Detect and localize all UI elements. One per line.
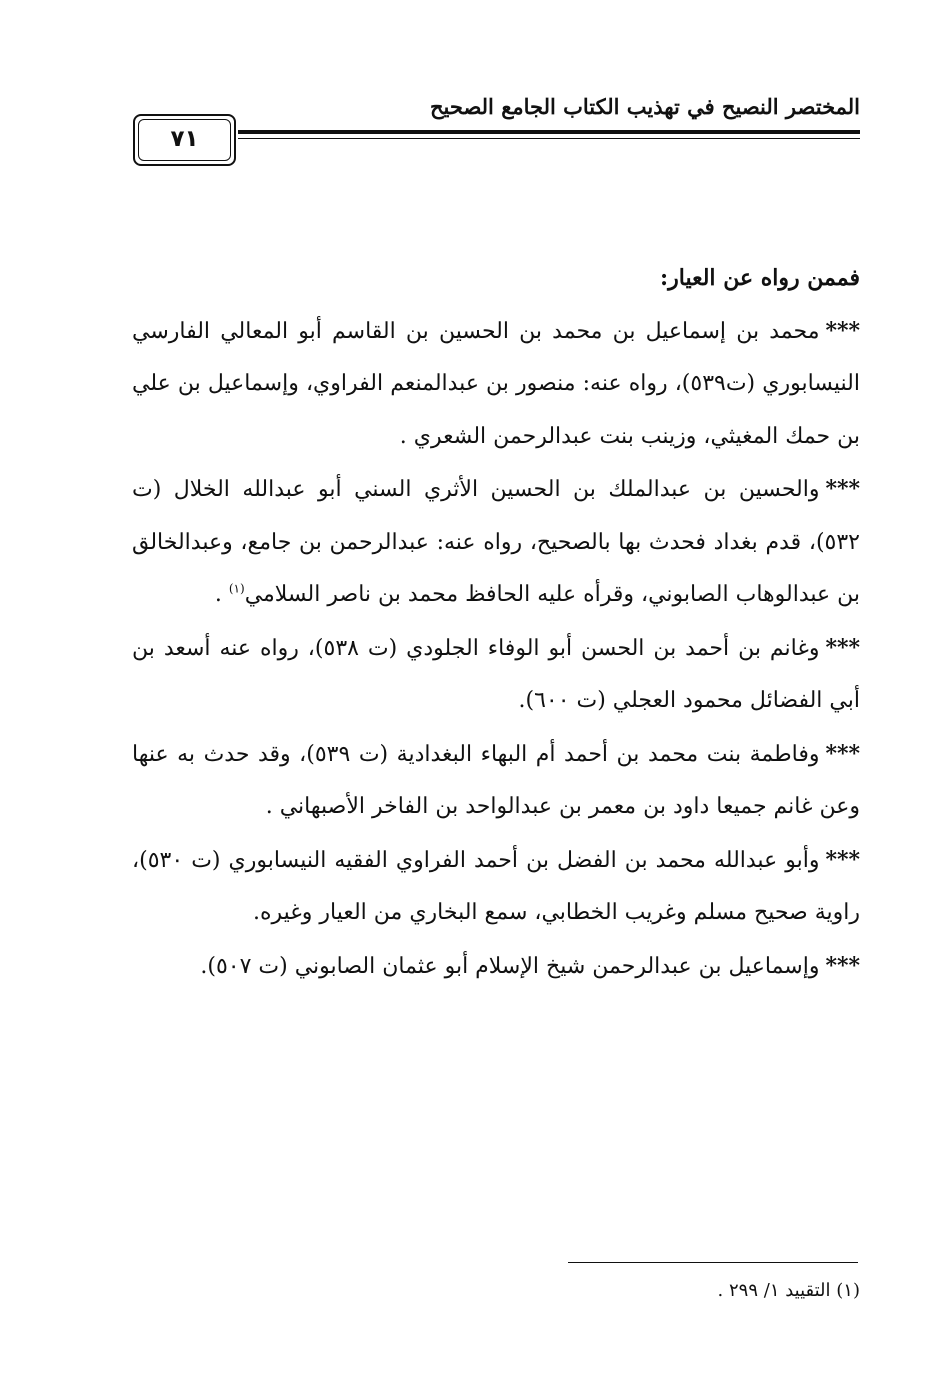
running-title: المختصر النصيح في تهذيب الكتاب الجامع الصحيح xyxy=(430,94,860,119)
narrator-entry xyxy=(132,728,860,834)
entry-text: وإسماعيل بن عبدالرحمن شيخ الإسلام أبو عثمان الصابوني (ت ٥٠٧). xyxy=(200,953,820,979)
footnote: (١) التقييد ١/ ٢٩٩ . xyxy=(717,1280,860,1301)
header-rule-thin xyxy=(238,138,860,139)
narrator-entry xyxy=(132,463,860,622)
entry-text: والحسين بن عبدالملك بن الحسين الأثري السني أبو عبدالله الخلال (ت ٥٣٢)، قدم بغداد فحدث بها بالصحيح، رواه عنه: عبدالرحمن بن جامع، وعبدالخالق بن عبدالوهاب الصابوني، وقرأه عليه الحافظ محمد بن ناصر السلامي xyxy=(132,477,860,607)
narrator-entry xyxy=(132,940,860,994)
entry-marker: *** xyxy=(825,476,860,502)
narrator-entry xyxy=(132,622,860,728)
entry-marker: *** xyxy=(825,317,860,344)
entry-marker: *** xyxy=(825,740,860,767)
header-rule xyxy=(238,130,860,134)
narrator-entry xyxy=(132,305,860,464)
entry-text: وفاطمة بنت محمد بن أحمد أم البهاء البغدادية (ت ٥٣٩)، وقد حدث به عنها وعن غانم جميعا داود بن معمر بن عبدالواحد بن الفاخر الأصبهاني . xyxy=(132,741,860,819)
footnote-reference[interactable]: (١) xyxy=(228,581,245,596)
entry-marker: *** xyxy=(825,634,861,661)
footnote-separator xyxy=(568,1262,858,1263)
entry-marker: *** xyxy=(825,846,860,873)
entry-marker: *** xyxy=(825,952,860,979)
section-heading: فممن رواه عن العيار: xyxy=(660,265,860,291)
entry-text: وأبو عبدالله محمد بن الفضل بن أحمد الفراوي الفقيه النيسابوري (ت ٥٣٠)، راوية صحيح مسلم وغريب الخطابي، سمع البخاري من العيار وغيره. xyxy=(132,847,860,925)
page-number: ٧١ xyxy=(170,126,199,152)
page-number-frame xyxy=(133,114,236,166)
narrator-entry xyxy=(132,834,860,940)
main-text xyxy=(132,252,860,993)
entry-text: وغانم بن أحمد بن الحسن أبو الوفاء الجلودي (ت ٥٣٨)، رواه عنه أسعد بن أبي الفضائل محمود العجلي (ت ٦٠٠). xyxy=(132,635,860,713)
entry-text-tail: . xyxy=(214,582,229,607)
entry-text: محمد بن إسماعيل بن محمد بن الحسين بن القاسم أبو المعالي الفارسي النيسابوري (ت٥٣٩)، رواه عنه: منصور بن عبدالمنعم الفراوي، وإسماعيل بن علي بن حمك المغيثي، وزينب بنت عبدالرحمن الشعري . xyxy=(132,318,860,449)
